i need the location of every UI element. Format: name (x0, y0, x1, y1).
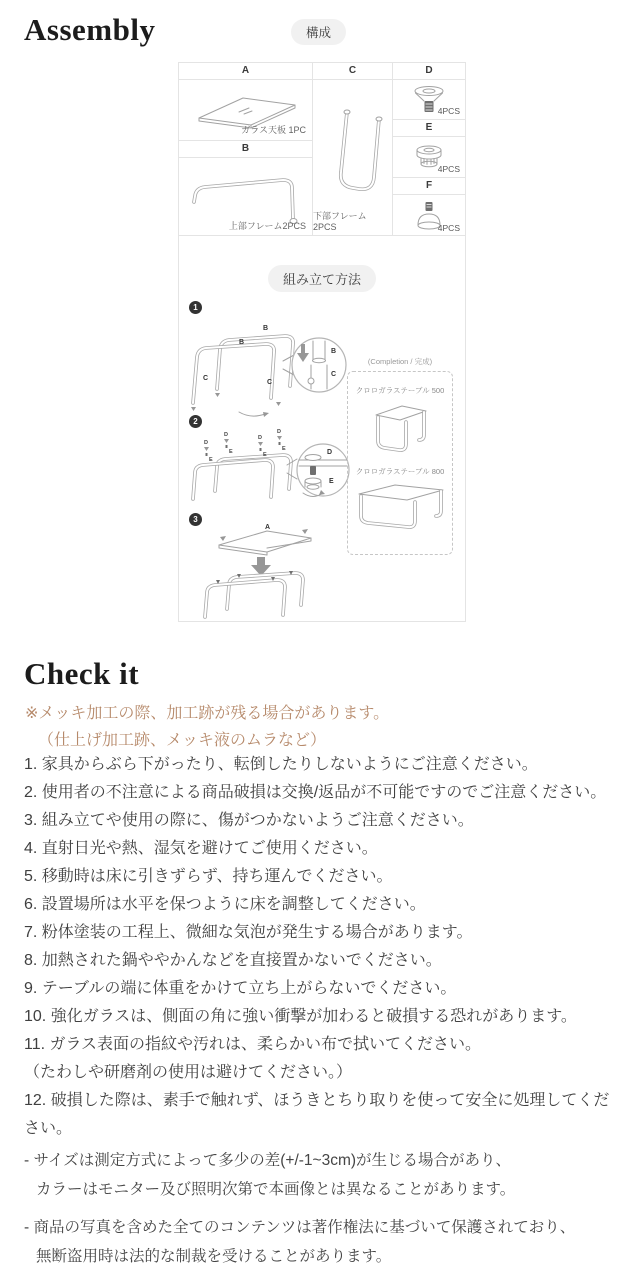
svg-text:D: D (258, 435, 262, 441)
lower-frame-icon (321, 104, 385, 212)
svg-text:C: C (203, 375, 209, 382)
part-key-b: B (179, 141, 312, 158)
joint-mark-1 (204, 440, 213, 463)
footer-notes (24, 1146, 624, 1271)
check-list (24, 751, 624, 1143)
svg-text:D: D (224, 432, 228, 438)
table-500-icon (368, 399, 432, 453)
check-item-6: 6. 設置場所は水平を保つように床を調整してください。 (24, 896, 426, 913)
footer-note-1-line-2: カラーはモニター及び照明次第で本画像とは異なることがあります。 (36, 1181, 516, 1198)
part-key-c: C (313, 63, 392, 80)
footer-note-2-line-1: - 商品の写真を含めた全てのコンテンツは著作権法に基づいて保護されており、 (24, 1219, 576, 1236)
step-1-diagram (183, 313, 351, 417)
svg-text:B: B (331, 348, 337, 355)
part-key-e: E (393, 120, 465, 137)
check-item-9: 9. テーブルの端に体重をかけて立ち上がらないでください。 (24, 980, 457, 997)
svg-text:E: E (329, 478, 334, 485)
part-qty-nut: 4PCS (437, 164, 460, 174)
part-key-d: D (393, 63, 465, 80)
part-key-f: F (393, 178, 465, 195)
plating-warning (25, 700, 389, 754)
joint-mark-3 (258, 435, 267, 458)
check-item-1: 1. 家具からぶら下がったり、転倒したりしないようにご注意ください。 (24, 756, 538, 773)
warning-line-1: ※メッキ加工の際、加工跡が残る場合があります。 (25, 705, 390, 722)
part-qty-screw: 4PCS (437, 106, 460, 116)
assembly-section-title: Assembly (24, 12, 156, 47)
footer-note-2-line-2: 無断盗用時は法的な制裁を受けることがあります。 (36, 1248, 392, 1265)
check-section-title: Check it (24, 656, 140, 691)
part-cell-lower-frame (313, 80, 392, 236)
part-qty-foot-cap: 4PCS (437, 223, 460, 233)
check-item-7: 7. 粉体塗装の工程上、微細な気泡が発生する場合があります。 (24, 924, 473, 941)
step-3-marker: 3 (189, 513, 202, 526)
check-item-12: 12. 破損した際は、素手で触れず、ほうきとちり取りを使って安全に処理してください。 (24, 1092, 610, 1137)
svg-text:D: D (204, 440, 208, 446)
completion-box (347, 371, 453, 555)
check-item-10: 10. 強化ガラスは、側面の角に強い衝撃が加わると破損する恐れがあります。 (24, 1008, 577, 1025)
check-item-2: 2. 使用者の不注意による商品破損は交換/返品が不可能ですのでご注意ください。 (24, 784, 607, 801)
completion-product-800: クロロガラステーブル 800 (355, 467, 445, 476)
svg-text:D: D (327, 449, 333, 456)
part-cell-upper-frame (179, 158, 312, 236)
assembly-diagram-box (178, 62, 466, 622)
check-item-11: 11. ガラス表面の指紋や汚れは、柔らかい布で拭いてください。 (24, 1036, 482, 1053)
step-1-marker: 1 (189, 301, 202, 314)
step-2-diagram (183, 423, 351, 521)
parts-column-ab (179, 63, 313, 235)
parts-column-c (313, 63, 393, 235)
joint-mark-2 (224, 432, 233, 455)
svg-text:C: C (267, 379, 273, 386)
svg-text:A: A (265, 524, 271, 531)
svg-text:E: E (282, 446, 286, 452)
footer-notes-gap (24, 1204, 624, 1213)
svg-text:B: B (239, 339, 245, 346)
part-cell-glass-top (179, 80, 312, 141)
svg-text:D: D (277, 429, 281, 435)
svg-text:E: E (229, 449, 233, 455)
check-item-5: 5. 移動時は床に引きずらず、持ち運んでください。 (24, 868, 393, 885)
svg-text:C: C (331, 371, 337, 378)
check-item-8: 8. 加熱された鍋ややかんなどを直接置かないでください。 (24, 952, 442, 969)
svg-text:E: E (209, 457, 213, 463)
check-item-3: 3. 組み立てや使用の際に、傷がつかないようご注意ください。 (24, 812, 474, 829)
part-label-upper-frame: 上部フレーム2PCS (228, 221, 306, 231)
parts-column-def (393, 63, 465, 235)
composition-badge: 構成 (291, 19, 346, 45)
step-3-diagram (191, 521, 341, 621)
part-label-glass-top: ガラス天板 1PC (241, 125, 306, 135)
part-cell-screw (393, 80, 465, 120)
completion-caption: (Completion / 完成) (367, 357, 433, 366)
completion-product-500: クロロガラステーブル 500 (355, 386, 445, 395)
assembly-method-badge: 組み立て方法 (268, 265, 376, 292)
part-key-a: A (179, 63, 312, 80)
parts-table (179, 63, 465, 236)
part-cell-nut (393, 137, 465, 178)
svg-text:B: B (263, 325, 269, 332)
part-cell-foot-cap (393, 195, 465, 236)
footer-note-1-line-1: - サイズは測定方式によって多少の差(+/-1~3cm)が生じる場合があり、 (24, 1152, 512, 1169)
step-2-marker: 2 (189, 415, 202, 428)
part-label-lower-frame: 下部フレーム2PCS (313, 211, 367, 232)
svg-text:E: E (263, 452, 267, 458)
table-800-icon (353, 480, 447, 532)
check-item-4: 4. 直射日光や熱、湿気を避けてご使用ください。 (24, 840, 378, 857)
check-item-11-note: （たわしや研磨剤の使用は避けてください。） (24, 1064, 353, 1081)
warning-line-2: （仕上げ加工跡、メッキ液のムラなど） (38, 732, 327, 749)
joint-mark-4 (277, 429, 286, 452)
